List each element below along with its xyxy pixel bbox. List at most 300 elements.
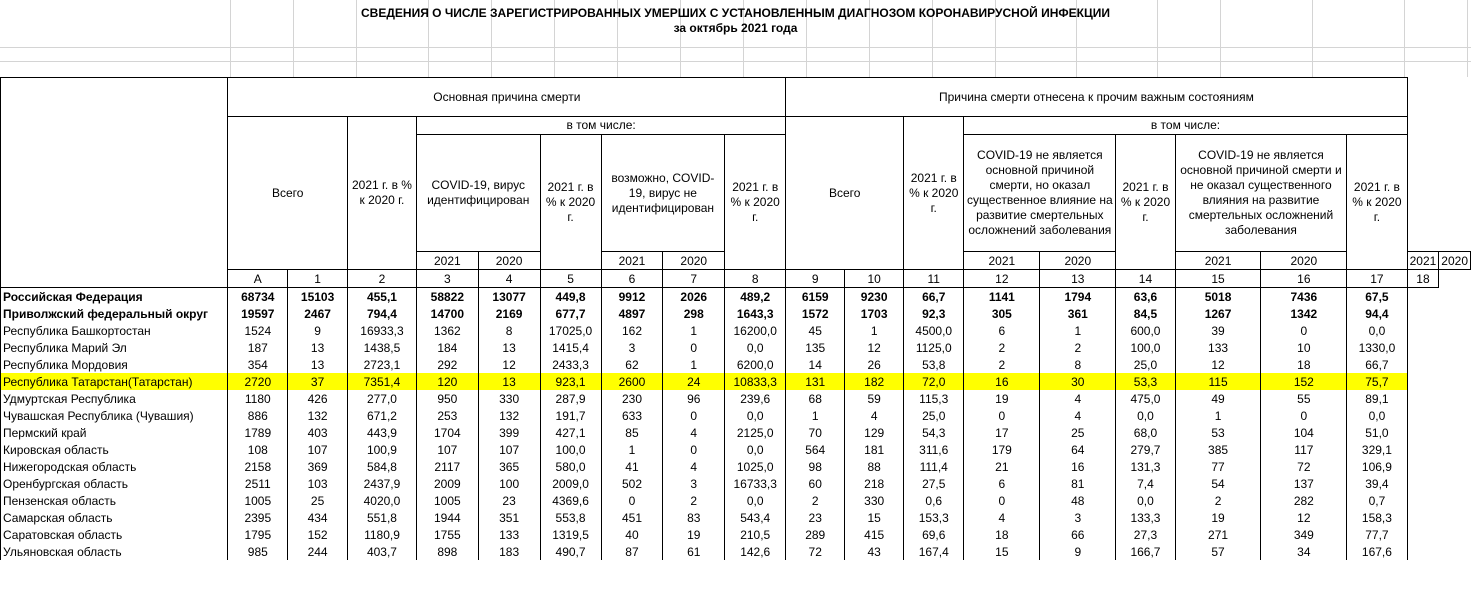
table-cell: 24	[663, 373, 725, 390]
table-cell: 0,0	[1116, 407, 1175, 424]
table-cell: 13	[478, 339, 540, 356]
table-cell: 133	[478, 526, 540, 543]
table-cell: 490,7	[540, 543, 601, 560]
table-cell: 7,4	[1116, 475, 1175, 492]
table-cell: 100,0	[540, 441, 601, 458]
table-cell: 311,6	[904, 441, 964, 458]
column-number: 7	[663, 270, 725, 288]
table-cell: 13077	[478, 288, 540, 306]
table-cell: 12	[1175, 356, 1261, 373]
table-cell: 244	[288, 543, 348, 560]
header-pct-9: 2021 г. в % к 2020 г.	[725, 135, 786, 270]
table-cell: 108	[228, 441, 288, 458]
column-number: 15	[1175, 270, 1261, 288]
table-cell: 107	[288, 441, 348, 458]
table-cell: 329,1	[1347, 441, 1407, 458]
table-cell: 580,0	[540, 458, 601, 475]
table-cell: 15	[845, 509, 904, 526]
table-cell: 2	[663, 492, 725, 509]
table-cell: 1	[845, 322, 904, 339]
table-cell: 40	[601, 526, 663, 543]
table-cell: 30	[1040, 373, 1116, 390]
table-cell: 2026	[663, 288, 725, 306]
table-cell: 1342	[1261, 305, 1347, 322]
table-cell: 100,9	[348, 441, 417, 458]
table-cell: 94,4	[1347, 305, 1407, 322]
table-cell: 34	[1261, 543, 1347, 560]
table-cell: 61	[663, 543, 725, 560]
table-cell: 135	[786, 339, 845, 356]
table-cell: 2	[786, 492, 845, 509]
table-cell: 13	[478, 373, 540, 390]
table-cell: 443,9	[348, 424, 417, 441]
column-number: 10	[845, 270, 904, 288]
table-row	[1, 339, 1471, 356]
header-other-cause: Причина смерти отнесена к прочим важным состояниям	[786, 78, 1407, 117]
table-cell: 0,6	[904, 492, 964, 509]
table-cell: 2395	[228, 509, 288, 526]
table-row	[1, 424, 1471, 441]
table-cell: 489,2	[725, 288, 786, 306]
table-cell: 19	[1175, 509, 1261, 526]
header-pct-18: 2021 г. в % к 2020 г.	[1347, 135, 1407, 270]
table-cell: 2	[964, 356, 1040, 373]
table-cell: 0,0	[1347, 407, 1407, 424]
table-row	[1, 322, 1471, 339]
table-cell: 282	[1261, 492, 1347, 509]
table-cell: 137	[1261, 475, 1347, 492]
table-cell: 4020,0	[348, 492, 417, 509]
table-cell: 4369,6	[540, 492, 601, 509]
table-cell: 239,6	[725, 390, 786, 407]
table-cell: 68,0	[1116, 424, 1175, 441]
table-cell: 1141	[964, 288, 1040, 306]
table-cell: 12	[478, 356, 540, 373]
table-cell: 1	[663, 356, 725, 373]
column-number: 8	[725, 270, 786, 288]
table-cell: 49	[1175, 390, 1261, 407]
region-name: Ульяновская область	[1, 543, 228, 560]
table-row	[1, 288, 1471, 306]
table-cell: 117	[1261, 441, 1347, 458]
table-cell: 100	[478, 475, 540, 492]
table-cell: 6	[964, 322, 1040, 339]
table-cell: 48	[1040, 492, 1116, 509]
table-cell: 1704	[416, 424, 478, 441]
header-including-other: в том числе:	[964, 117, 1407, 135]
table-cell: 4500,0	[904, 322, 964, 339]
table-cell: 16	[1040, 458, 1116, 475]
year-2020: 2020	[1261, 252, 1347, 270]
header-covid-not-main-influenced: COVID-19 не является основной причиной смерти, но оказал существенное влияние на развитие смертельных осложнений заболевания	[964, 135, 1116, 252]
table-cell: 1643,3	[725, 305, 786, 322]
table-cell: 415	[845, 526, 904, 543]
table-cell: 68	[786, 390, 845, 407]
table-cell: 51,0	[1347, 424, 1407, 441]
table-cell: 1	[1040, 322, 1116, 339]
table-cell: 107	[416, 441, 478, 458]
gridline	[0, 47, 1471, 48]
year-2020: 2020	[1439, 252, 1471, 270]
table-cell: 132	[288, 407, 348, 424]
table-cell: 271	[1175, 526, 1261, 543]
table-cell: 305	[964, 305, 1040, 322]
header-main-cause: Основная причина смерти	[228, 78, 786, 117]
table-cell: 166,7	[1116, 543, 1175, 560]
region-name: Российская Федерация	[1, 288, 228, 306]
table-cell: 475,0	[1116, 390, 1175, 407]
table-cell: 292	[416, 356, 478, 373]
table-cell: 6159	[786, 288, 845, 306]
header-total-other: Всего	[786, 117, 904, 270]
column-number: 17	[1347, 270, 1407, 288]
table-cell: 218	[845, 475, 904, 492]
table-cell: 16200,0	[725, 322, 786, 339]
header-pct-3: 2021 г. в % к 2020 г.	[348, 117, 417, 270]
table-cell: 9	[1040, 543, 1116, 560]
column-number: 18	[1407, 270, 1439, 288]
year-2021: 2021	[1407, 252, 1439, 270]
table-cell: 1319,5	[540, 526, 601, 543]
column-number: 11	[904, 270, 964, 288]
region-name: Саратовская область	[1, 526, 228, 543]
table-cell: 9912	[601, 288, 663, 306]
table-cell: 25	[1040, 424, 1116, 441]
table-row	[1, 305, 1471, 322]
table-cell: 162	[601, 322, 663, 339]
header-covid-possible: возможно, COVID-19, вирус не идентифицирован	[601, 135, 725, 252]
table-cell: 54	[1175, 475, 1261, 492]
table-cell: 191,7	[540, 407, 601, 424]
report-title: СВЕДЕНИЯ О ЧИСЛЕ ЗАРЕГИСТРИРОВАННЫХ УМЕРШИХ С УСТАНОВЛЕННЫМ ДИАГНОЗОМ КОРОНАВИРУСНОЙ ИНФЕКЦИИ	[361, 6, 1110, 20]
table-cell: 182	[845, 373, 904, 390]
header-pct-6: 2021 г. в % к 2020 г.	[540, 135, 601, 270]
table-cell: 289	[786, 526, 845, 543]
table-cell: 3	[1040, 509, 1116, 526]
table-cell: 131	[786, 373, 845, 390]
table-cell: 120	[416, 373, 478, 390]
year-2021: 2021	[964, 252, 1040, 270]
table-cell: 60	[786, 475, 845, 492]
table-cell: 2467	[288, 305, 348, 322]
table-cell: 898	[416, 543, 478, 560]
table-cell: 4	[845, 407, 904, 424]
report-subtitle: за октябрь 2021 года	[673, 21, 798, 35]
table-cell: 111,4	[904, 458, 964, 475]
table-cell: 0,0	[725, 339, 786, 356]
table-cell: 19597	[228, 305, 288, 322]
table-cell: 18	[1261, 356, 1347, 373]
header-pct-15: 2021 г. в % к 2020 г.	[1116, 135, 1175, 270]
table-cell: 84,5	[1116, 305, 1175, 322]
region-name: Удмуртская Республика	[1, 390, 228, 407]
table-cell: 183	[478, 543, 540, 560]
table-cell: 106,9	[1347, 458, 1407, 475]
table-cell: 671,2	[348, 407, 417, 424]
table-cell: 167,4	[904, 543, 964, 560]
table-row	[1, 390, 1471, 407]
table-cell: 15	[964, 543, 1040, 560]
table-cell: 0	[964, 407, 1040, 424]
table-cell: 451	[601, 509, 663, 526]
table-cell: 57	[1175, 543, 1261, 560]
table-row	[1, 458, 1471, 475]
table-row	[1, 475, 1471, 492]
table-cell: 152	[288, 526, 348, 543]
column-number: 3	[416, 270, 478, 288]
table-cell: 66	[1040, 526, 1116, 543]
region-name: Кировская область	[1, 441, 228, 458]
table-cell: 68734	[228, 288, 288, 306]
table-cell: 153,3	[904, 509, 964, 526]
table-cell: 14	[786, 356, 845, 373]
table-cell: 98	[786, 458, 845, 475]
table-cell: 0	[663, 339, 725, 356]
table-cell: 1025,0	[725, 458, 786, 475]
table-cell: 1267	[1175, 305, 1261, 322]
year-2021: 2021	[601, 252, 663, 270]
table-cell: 187	[228, 339, 288, 356]
table-cell: 21	[964, 458, 1040, 475]
table-cell: 633	[601, 407, 663, 424]
table-cell: 27,5	[904, 475, 964, 492]
table-cell: 349	[1261, 526, 1347, 543]
table-cell: 0	[964, 492, 1040, 509]
table-cell: 0,7	[1347, 492, 1407, 509]
table-cell: 72,0	[904, 373, 964, 390]
table-cell: 2009	[416, 475, 478, 492]
table-cell: 1	[786, 407, 845, 424]
table-cell: 361	[1040, 305, 1116, 322]
table-cell: 886	[228, 407, 288, 424]
table-cell: 179	[964, 441, 1040, 458]
table-row	[1, 543, 1471, 560]
table-cell: 129	[845, 424, 904, 441]
year-2021: 2021	[416, 252, 478, 270]
table-cell: 0,0	[725, 441, 786, 458]
table-cell: 10833,3	[725, 373, 786, 390]
region-name: Самарская область	[1, 509, 228, 526]
table-cell: 434	[288, 509, 348, 526]
table-cell: 72	[786, 543, 845, 560]
table-cell: 12	[1261, 509, 1347, 526]
region-name: Оренбургская область	[1, 475, 228, 492]
table-cell: 62	[601, 356, 663, 373]
table-cell: 2	[964, 339, 1040, 356]
table-cell: 1795	[228, 526, 288, 543]
table-cell: 2158	[228, 458, 288, 475]
table-cell: 104	[1261, 424, 1347, 441]
table-cell: 4	[964, 509, 1040, 526]
table-cell: 7436	[1261, 288, 1347, 306]
region-name: Чувашская Республика (Чувашия)	[1, 407, 228, 424]
table-cell: 279,7	[1116, 441, 1175, 458]
table-cell: 14700	[416, 305, 478, 322]
table-cell: 142,6	[725, 543, 786, 560]
table-cell: 103	[288, 475, 348, 492]
table-cell: 2	[1040, 339, 1116, 356]
table-cell: 3	[601, 339, 663, 356]
table-cell: 553,8	[540, 509, 601, 526]
header-region-blank	[1, 78, 228, 288]
table-cell: 1703	[845, 305, 904, 322]
table-row	[1, 509, 1471, 526]
table-cell: 551,8	[348, 509, 417, 526]
table-cell: 184	[416, 339, 478, 356]
table-cell: 0,0	[725, 492, 786, 509]
table-cell: 403,7	[348, 543, 417, 560]
table-cell: 59	[845, 390, 904, 407]
table-cell: 502	[601, 475, 663, 492]
column-number: 13	[1040, 270, 1116, 288]
table-cell: 385	[1175, 441, 1261, 458]
table-cell: 13	[288, 339, 348, 356]
table-row	[1, 526, 1471, 543]
table-cell: 369	[288, 458, 348, 475]
table-cell: 230	[601, 390, 663, 407]
table-cell: 17025,0	[540, 322, 601, 339]
region-name: Пермский край	[1, 424, 228, 441]
region-name: Республика Мордовия	[1, 356, 228, 373]
table-cell: 92,3	[904, 305, 964, 322]
table-cell: 2723,1	[348, 356, 417, 373]
table-cell: 23	[478, 492, 540, 509]
table-cell: 8	[478, 322, 540, 339]
table-cell: 16933,3	[348, 322, 417, 339]
table-cell: 1180,9	[348, 526, 417, 543]
table-cell: 4	[1040, 407, 1116, 424]
table-cell: 1362	[416, 322, 478, 339]
table-cell: 0	[1261, 407, 1347, 424]
region-name: Республика Марий Эл	[1, 339, 228, 356]
table-cell: 0	[1261, 322, 1347, 339]
table-cell: 2600	[601, 373, 663, 390]
table-cell: 45	[786, 322, 845, 339]
table-cell: 41	[601, 458, 663, 475]
table-cell: 75,7	[1347, 373, 1407, 390]
table-cell: 2125,0	[725, 424, 786, 441]
table-row	[1, 441, 1471, 458]
table-cell: 19	[663, 526, 725, 543]
table-cell: 181	[845, 441, 904, 458]
table-cell: 55	[1261, 390, 1347, 407]
table-cell: 1180	[228, 390, 288, 407]
table-cell: 26	[845, 356, 904, 373]
table-cell: 950	[416, 390, 478, 407]
table-cell: 2009,0	[540, 475, 601, 492]
table-cell: 298	[663, 305, 725, 322]
table-cell: 399	[478, 424, 540, 441]
table-cell: 53,3	[1116, 373, 1175, 390]
table-cell: 253	[416, 407, 478, 424]
table-cell: 2	[1175, 492, 1261, 509]
header-covid-not-main-no-influence: COVID-19 не является основной причиной смерти и не оказал существенного влияния на развитие смертельных осложнений заболевания	[1175, 135, 1347, 252]
table-row	[1, 356, 1471, 373]
year-2020: 2020	[663, 252, 725, 270]
table-cell: 58822	[416, 288, 478, 306]
header-covid-identified: COVID-19, вирус идентифицирован	[416, 135, 540, 252]
table-cell: 37	[288, 373, 348, 390]
table-cell: 12	[845, 339, 904, 356]
header-total-main: Всего	[228, 117, 348, 270]
column-number: 12	[964, 270, 1040, 288]
table-cell: 1572	[786, 305, 845, 322]
table-cell: 19	[964, 390, 1040, 407]
gridline	[0, 61, 1471, 62]
table-cell: 584,8	[348, 458, 417, 475]
table-cell: 131,3	[1116, 458, 1175, 475]
table-cell: 4	[663, 424, 725, 441]
table-cell: 1789	[228, 424, 288, 441]
table-cell: 81	[1040, 475, 1116, 492]
table-cell: 107	[478, 441, 540, 458]
table-cell: 132	[478, 407, 540, 424]
table-cell: 2720	[228, 373, 288, 390]
table-cell: 9	[288, 322, 348, 339]
table-cell: 330	[478, 390, 540, 407]
table-cell: 210,5	[725, 526, 786, 543]
table-cell: 0,0	[1347, 322, 1407, 339]
table-cell: 677,7	[540, 305, 601, 322]
table-cell: 354	[228, 356, 288, 373]
year-2020: 2020	[478, 252, 540, 270]
region-name: Республика Башкортостан	[1, 322, 228, 339]
table-cell: 5018	[1175, 288, 1261, 306]
column-number: 1	[288, 270, 348, 288]
table-cell: 365	[478, 458, 540, 475]
table-cell: 277,0	[348, 390, 417, 407]
table-cell: 39	[1175, 322, 1261, 339]
region-name: Пензенская область	[1, 492, 228, 509]
table-cell: 15103	[288, 288, 348, 306]
table-cell: 69,6	[904, 526, 964, 543]
table-cell: 16733,3	[725, 475, 786, 492]
table-cell: 2433,3	[540, 356, 601, 373]
table-cell: 53,8	[904, 356, 964, 373]
table-cell: 89,1	[1347, 390, 1407, 407]
table-cell: 7351,4	[348, 373, 417, 390]
table-cell: 9230	[845, 288, 904, 306]
table-cell: 133	[1175, 339, 1261, 356]
table-cell: 1524	[228, 322, 288, 339]
table-cell: 0,0	[1116, 492, 1175, 509]
table-cell: 4897	[601, 305, 663, 322]
table-cell: 66,7	[1347, 356, 1407, 373]
table-cell: 18	[964, 526, 1040, 543]
table-cell: 1	[1175, 407, 1261, 424]
table-cell: 16	[964, 373, 1040, 390]
column-number: 16	[1261, 270, 1347, 288]
table-cell: 115	[1175, 373, 1261, 390]
table-cell: 0	[663, 441, 725, 458]
table-cell: 543,4	[725, 509, 786, 526]
table-cell: 1	[663, 322, 725, 339]
table-cell: 1438,5	[348, 339, 417, 356]
table-cell: 27,3	[1116, 526, 1175, 543]
table-cell: 403	[288, 424, 348, 441]
table-cell: 64	[1040, 441, 1116, 458]
table-row	[1, 373, 1471, 390]
table-cell: 39,4	[1347, 475, 1407, 492]
table-cell: 6200,0	[725, 356, 786, 373]
table-cell: 53	[1175, 424, 1261, 441]
table-cell: 2511	[228, 475, 288, 492]
table-cell: 564	[786, 441, 845, 458]
column-number: 6	[601, 270, 663, 288]
table-cell: 1	[601, 441, 663, 458]
table-cell: 70	[786, 424, 845, 441]
table-cell: 54,3	[904, 424, 964, 441]
